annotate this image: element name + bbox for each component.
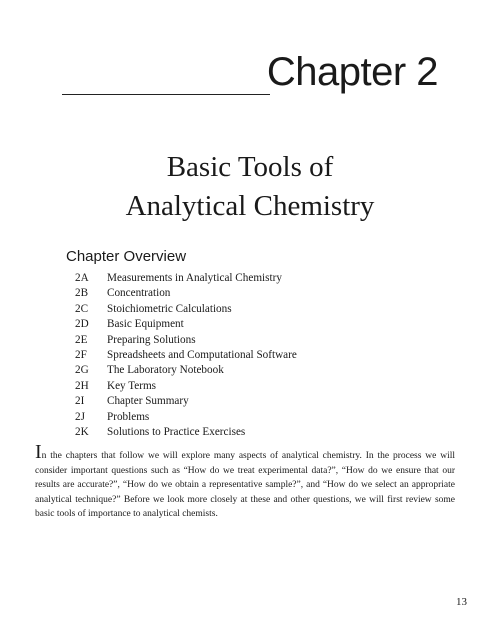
overview-item-label: Preparing Solutions	[107, 333, 196, 346]
chapter-rule	[62, 94, 270, 95]
overview-item-label: Solutions to Practice Exercises	[107, 426, 246, 439]
overview-item-label: Measurements in Analytical Chemistry	[107, 272, 282, 284]
overview-item-label: Spreadsheets and Computational Software	[107, 349, 297, 362]
chapter-title	[0, 148, 500, 226]
overview-item	[75, 425, 297, 440]
intro-paragraph	[35, 441, 455, 522]
overview-item-code: 2K	[75, 426, 89, 439]
overview-item	[75, 271, 297, 286]
overview-item-code: 2H	[75, 379, 89, 392]
overview-item	[75, 333, 297, 348]
chapter-title-line-2: Analytical Chemistry	[125, 190, 375, 222]
overview-item	[75, 394, 297, 409]
overview-item-code: 2E	[75, 333, 88, 346]
overview-item	[75, 379, 297, 394]
overview-item-code: 2A	[75, 272, 89, 284]
drop-cap: I	[35, 441, 42, 463]
overview-item	[75, 317, 297, 332]
overview-item-label: Key Terms	[107, 379, 157, 392]
overview-item	[75, 348, 297, 363]
chapter-heading: Chapter 2	[266, 50, 438, 94]
overview-item	[75, 363, 297, 378]
overview-item-code: 2B	[75, 287, 89, 300]
overview-item-label: Concentration	[107, 287, 171, 300]
overview-item-label: Problems	[107, 410, 150, 423]
overview-item-label: The Laboratory Notebook	[107, 364, 224, 377]
overview-item-code: 2D	[75, 318, 89, 331]
overview-item-code: 2C	[75, 302, 89, 315]
overview-item-label: Chapter Summary	[107, 395, 189, 408]
overview-item-code: 2G	[75, 364, 89, 377]
overview-list	[75, 271, 297, 440]
overview-item-code: 2I	[75, 395, 85, 408]
overview-item-code: 2J	[75, 410, 85, 423]
overview-item	[75, 302, 297, 317]
intro-text: n the chapters that follow we will explore many aspects of analytical chemistry. In the process we will consider important questions such as “How do we treat experimental data?”, “How do we ensure that our results are accurate?”, “How do we obtain a representative sample?”, and “How do we select an appropriate analytical technique?” Before we look more closely at these and other questions, we will first review some basic tools of importance to analytical chemists.	[35, 451, 455, 520]
page-number: 13	[456, 596, 467, 608]
overview-item-code: 2F	[75, 349, 87, 362]
chapter-title-line-1: Basic Tools of	[166, 151, 334, 183]
overview-item-label: Stoichiometric Calculations	[107, 302, 232, 315]
overview-item-label: Basic Equipment	[107, 318, 184, 331]
overview-item	[75, 286, 297, 301]
overview-item	[75, 410, 297, 425]
overview-heading: Chapter Overview	[66, 248, 187, 265]
